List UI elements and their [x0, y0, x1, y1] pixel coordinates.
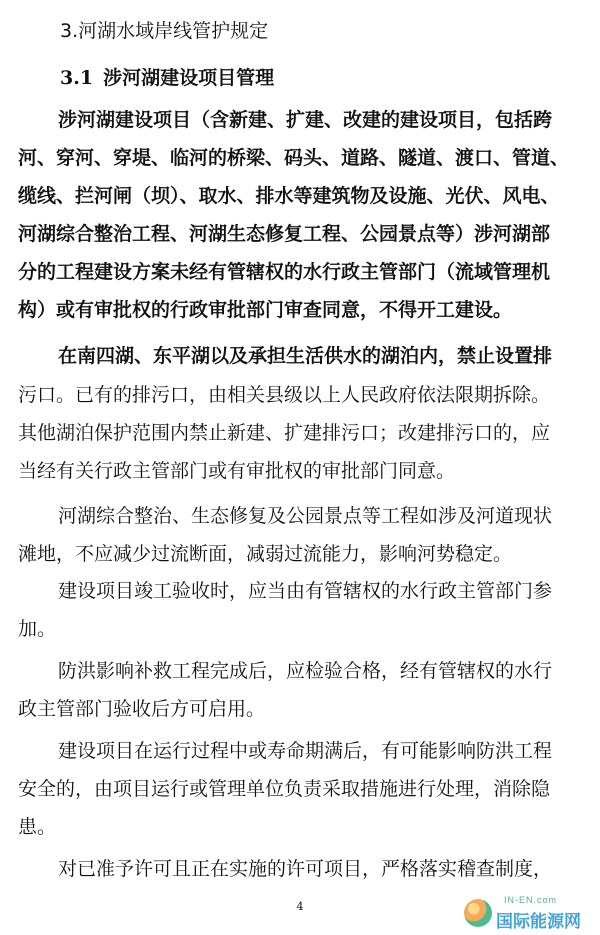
watermark: [464, 895, 594, 932]
paragraph-line: 涉河湖建设项目（含新建、扩建、改建的建设项目，包括跨: [58, 109, 553, 131]
paragraph-line: 其他湖泊保护范围内禁止新建、扩建排污口；改建排污口的，应: [18, 422, 551, 444]
paragraph-line: 滩地，不应减少过流断面，减弱过流能力，影响河势稳定。: [18, 543, 513, 565]
paragraph-line: 安全的，由项目运行或管理单位负责采取措施进行处理，消除隐: [18, 778, 551, 800]
subsection-title: 涉河湖建设项目管理: [103, 67, 275, 89]
paragraph-line: 河、穿河、穿堤、临河的桥梁、码头、道路、隧道、渡口、管道、: [18, 147, 570, 169]
paragraph-line: 当经有关行政主管部门或有审批权的审批部门同意。: [18, 460, 456, 482]
paragraph-line: 政主管部门验收后方可启用。: [18, 698, 266, 720]
watermark-brand-text: 国际能源网: [496, 912, 581, 932]
paragraph-line: 河湖综合整治工程、河湖生态修复工程、公园景点等）涉河湖部: [18, 223, 551, 245]
paragraph-line: 河湖综合整治、生态修复及公园景点等工程如涉及河道现状: [58, 505, 553, 527]
section-title: 3.河湖水域岸线管护规定: [60, 20, 269, 42]
watermark-logo-icon: [464, 899, 492, 927]
paragraph-line: 缆线、拦河闸（坝）、取水、排水等建筑物及设施、光伏、风电、: [18, 185, 560, 207]
paragraph-line: 建设项目竣工验收时，应当由有管辖权的水行政主管部门参: [58, 580, 553, 602]
paragraph-line: 污口。已有的排污口，由相关县级以上人民政府依法限期拆除。: [18, 384, 551, 406]
paragraph-line: 防洪影响补救工程完成后，应检验合格，经有管辖权的水行: [58, 660, 553, 682]
watermark-site-text: IN-EN.com: [504, 895, 558, 905]
subsection-number: 3.1: [60, 67, 94, 89]
paragraph-line: 在南四湖、东平湖以及承担生活供水的湖泊内，禁止设置排: [58, 345, 553, 367]
paragraph-line: 建设项目在运行过程中或寿命期满后，有可能影响防洪工程: [58, 740, 553, 762]
paragraph-line: 构）或有审批权的行政审批部门审查同意，不得开工建设。: [18, 299, 513, 321]
paragraph-line: 患。: [18, 816, 57, 838]
paragraph-line: 对已准予许可且正在实施的许可项目，严格落实稽查制度，: [58, 858, 553, 880]
paragraph-line: 加。: [18, 618, 57, 640]
subsection-heading: [60, 63, 274, 93]
paragraph-line: 分的工程建设方案未经有管辖权的水行政主管部门（流域管理机: [18, 261, 551, 283]
page-number: 4: [296, 900, 304, 913]
